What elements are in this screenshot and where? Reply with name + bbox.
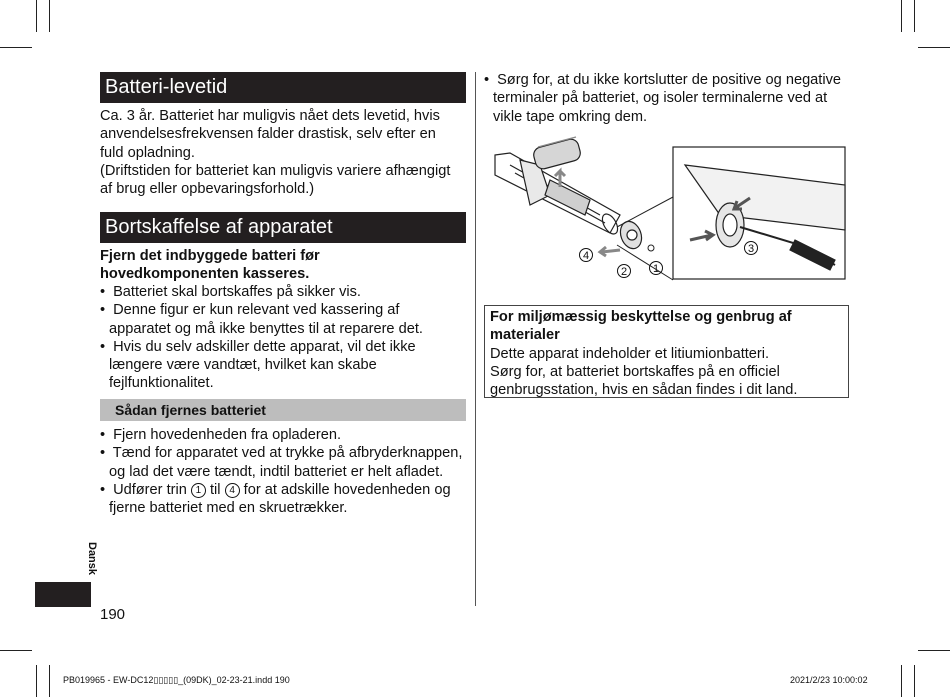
text-line: terminaler på batteriet, og isoler terminalerne ved at xyxy=(493,90,828,107)
step-number-1: 1 xyxy=(191,483,206,498)
footer-file-info: PB019965 - EW-DC12▯▯▯▯▯_(09DK)_02-23-21.indd 190 xyxy=(63,675,290,685)
crop-mark xyxy=(0,650,32,651)
battery-drawing xyxy=(532,137,582,171)
text-line: Tænd for apparatet ved at trykke på afbryderknappen, xyxy=(112,445,463,462)
section-heading-battery-life: Batteri-levetid xyxy=(100,72,466,103)
label-4: 4 xyxy=(582,250,590,262)
text-line: Fjern hovedenheden fra opladeren. xyxy=(113,427,342,443)
text-line: Ca. 3 år. Batteriet har muligvis nået dets levetid, hvis xyxy=(100,108,440,124)
crop-mark xyxy=(0,47,32,48)
text-line: apparatet og må ikke benyttes til at reparere det. xyxy=(109,320,423,337)
list-item xyxy=(100,426,472,444)
list-item xyxy=(100,338,470,393)
text-line: fuld opladning. xyxy=(100,144,195,161)
text-line: Dette apparat indeholder et litiumionbatteri. xyxy=(490,345,770,362)
text-line: fjerne batteriet med en skruetrækker. xyxy=(109,500,348,517)
subsection-heading-remove-battery: Sådan fjernes batteriet xyxy=(100,399,466,421)
text-line: og lad det være tændt, indtil batteriet er helt afladet. xyxy=(109,463,444,480)
text-line: Sørg for, at du ikke kortslutter de positive og negative xyxy=(497,72,842,88)
label-3: 3 xyxy=(747,243,755,255)
step-number-4: 4 xyxy=(225,483,240,498)
language-tab-label: Dansk xyxy=(86,542,98,576)
text-line: anvendelsesfrekvensen falder drastisk, selv efter en xyxy=(100,126,436,143)
label-2: 2 xyxy=(620,266,628,278)
short-circuit-note xyxy=(484,71,864,126)
text-line: Denne figur er kun relevant ved kassering af xyxy=(113,302,400,319)
crop-mark xyxy=(901,0,902,32)
screw-icon xyxy=(648,245,654,251)
disposal-warning xyxy=(100,247,470,284)
crop-mark xyxy=(36,0,37,32)
text-fragment: Udfører trin xyxy=(113,481,187,498)
arrow-left-icon xyxy=(600,247,620,256)
text-line: af brug eller opbevaringsforhold.) xyxy=(100,181,315,198)
page-number: 190 xyxy=(100,606,126,623)
text-line: fejlfunktionalitet. xyxy=(109,375,214,392)
crop-mark xyxy=(36,665,37,697)
crop-mark xyxy=(901,665,902,697)
text-line: vikle tape omkring dem. xyxy=(493,108,648,125)
list-item xyxy=(100,481,472,518)
crop-mark xyxy=(918,47,950,48)
text-line: For miljømæssig beskyttelse og genbrug af xyxy=(490,309,792,325)
text-line: hovedkomponenten kasseres. xyxy=(100,266,310,283)
disposal-bullets xyxy=(100,283,470,393)
text-line: Sørg for, at batteriet bortskaffes på en officiel xyxy=(490,363,780,380)
battery-removal-illustration xyxy=(490,135,850,283)
remove-battery-steps xyxy=(100,426,472,517)
crop-mark xyxy=(914,665,915,697)
label-1: 1 xyxy=(652,263,660,275)
text-line: Fjern det indbyggede batteri før xyxy=(100,248,320,264)
text-line: Batteriet skal bortskaffes på sikker vis. xyxy=(113,284,361,300)
crop-mark xyxy=(918,650,950,651)
section-heading-disposal: Bortskaffelse af apparatet xyxy=(100,212,466,243)
text-line: materialer xyxy=(490,327,560,344)
callout-line xyxy=(617,197,673,227)
text-line: Hvis du selv adskiller dette apparat, vil det ikke xyxy=(113,338,416,355)
text-fragment: for at adskille hovedenheden og xyxy=(243,481,451,498)
environment-notice-box xyxy=(484,305,849,398)
list-item xyxy=(484,71,864,126)
language-tab-marker xyxy=(35,582,91,607)
text-line: genbrugsstation, hvis en sådan findes i dit land. xyxy=(490,382,798,399)
battery-life-text xyxy=(100,107,470,198)
column-divider xyxy=(475,72,476,606)
list-item xyxy=(100,301,470,338)
text-line: længere være vandtæt, hvilket kan skabe xyxy=(109,357,377,374)
cap-drawing xyxy=(617,218,645,251)
list-item xyxy=(100,444,472,481)
list-item xyxy=(100,283,470,301)
crop-mark xyxy=(49,665,50,697)
crop-mark xyxy=(49,0,50,32)
text-fragment: til xyxy=(209,481,221,498)
text-line: (Driftstiden for batteriet kan muligvis variere afhængigt xyxy=(100,162,451,179)
footer-timestamp: 2021/2/23 10:00:02 xyxy=(790,675,868,685)
crop-mark xyxy=(914,0,915,32)
